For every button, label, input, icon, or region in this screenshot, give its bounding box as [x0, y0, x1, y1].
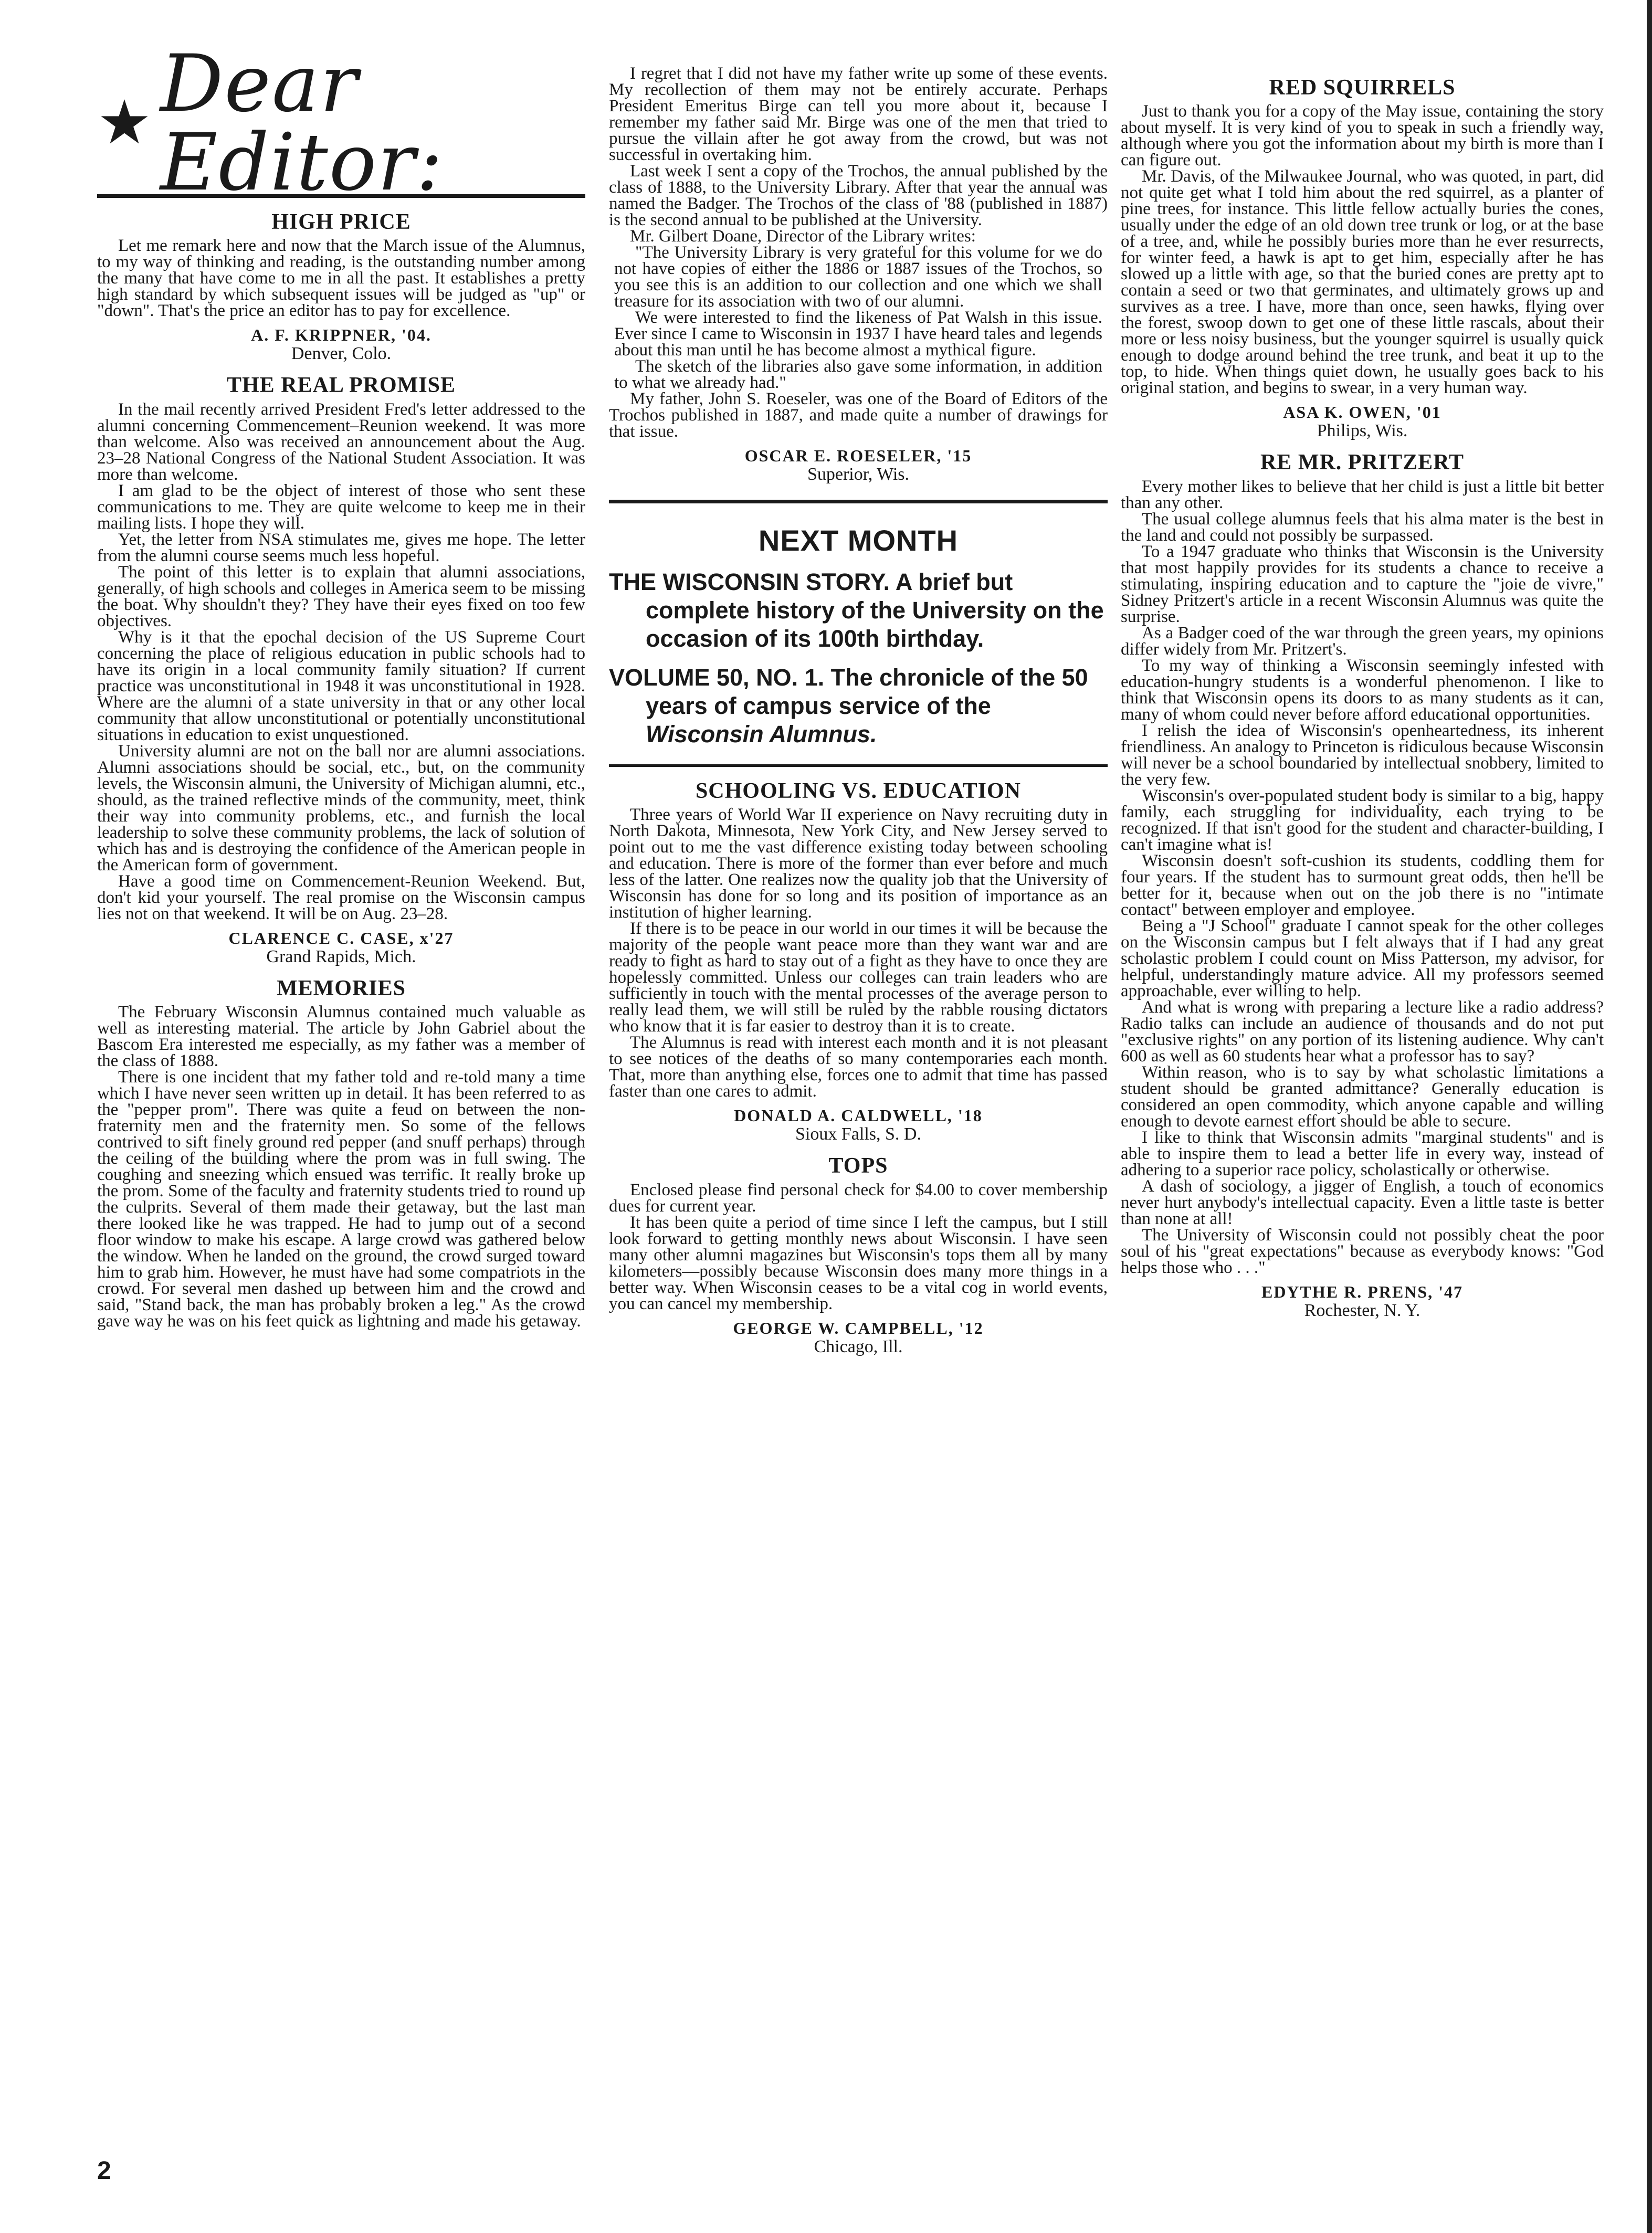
letter-paragraph: Have a good time on Commencement-Reunion Weekend. But, don't kid your yourself. The real promise on the Wisconsin campus lies not on that weekend. It will be on Aug. 23–28.	[97, 871, 585, 923]
letter-red-squirrels	[1121, 75, 1604, 440]
signature-name: A. F. KRIPPNER, '04.	[251, 325, 432, 345]
letter-paragraph: University alumni are not on the ball nor are alumni associations. Alumni associations should be social, etc., but, on the community levels, the Wisconsin almuni, the University of Michigan alumni, etc., should, as the trained reflective minds of the community, meet, think their way into community problems, etc., and furnish the local leadership to solve these community problems, the lack of solution of which has and is destroying the confidence of the American people in the American form of government.	[97, 741, 585, 875]
signature-name: GEORGE W. CAMPBELL, '12	[733, 1318, 984, 1337]
letter-paragraph: Last week I sent a copy of the Trochos, the annual published by the class of 1888, to the University Library. After that year the annual was named the Badger. The Trochos of the class of '88 (published in 1887) is the second annual to be published at the University.	[609, 162, 1108, 229]
column-left	[97, 38, 585, 1331]
signature-location: Superior, Wis.	[807, 465, 910, 484]
letter-pritzert	[1121, 450, 1604, 1320]
letter-paragraph: Enclosed please find personal check for $4.00 to cover membership dues for current year.	[609, 1180, 1108, 1216]
letter-paragraph: Wisconsin's over-populated student body is similar to a big, happy family, each struggling for individuality, each trying to be recognized. If that isn't good for the student and character-building, I can't imagine what is!	[1121, 786, 1604, 854]
letter-memories	[97, 976, 585, 1330]
letter-paragraph: Mr. Davis, of the Milwaukee Journal, who was quoted, in part, did not quite get what I told him about the red squirrel, as a planter of pine trees, for instance. This little fellow actually buries the cones, usually under the edge of an old down tree trunk or log, or at the base of a tree, and, while he possibly buries more than he ever resurrects, for winter feed, a hawk is apt to get him, especially after he has slowed up a little with age, so that the buried cones are pretty apt to contain a seed or two that germinates, and ultimately grows up and survives as a tree. I have, more than once, seen hawks, flying over the forest, swoop down to get one of these little rascals, about their more or less noisy business, but the younger squirrel is usually quick enough to dodge around behind the tree trunk, and beat it up to the top, to hide. When things quiet down, he usually goes back to his original station, and begins to swear, in a very human way.	[1121, 167, 1604, 398]
signature-block	[609, 1319, 1108, 1356]
letter-paragraph: I regret that I did not have my father write up some of these events. My recollection of them may not be entirely accurate. Perhaps President Emeritus Birge can tell you more about it, because I remember my father said Mr. Birge was one of the men that tried to pursue the villain after he got away from the crowd, but was not successful in overtaking him.	[609, 64, 1108, 164]
column-middle	[609, 66, 1108, 1358]
letter-paragraph: To a 1947 graduate who thinks that Wisconsin is the University that most happily provides for its students a chance to receive a stimulating, inspiring education and to capture the "joie de vivre," Sidney Pritzert's article in a recent Wisconsin Alumnus was quite the surprise.	[1121, 542, 1604, 626]
letter-tops	[609, 1153, 1108, 1356]
letter-quote: We were interested to find the likeness of Pat Walsh in this issue. Ever since I came to Wisconsin in 1937 I have heard tales and legends about this man until he has become almost a mythical figure.	[614, 308, 1102, 360]
letter-paragraph: I like to think that Wisconsin admits "marginal students" and is able to inspire them to lead a better life in every way, instead of adhering to a superior race policy, scholastically or otherwise.	[1121, 1128, 1604, 1179]
letter-title: SCHOOLING VS. EDUCATION	[695, 779, 1022, 803]
page-number: 2	[97, 2157, 111, 2185]
signature-block	[609, 1106, 1108, 1144]
next-month-box	[609, 515, 1108, 749]
letter-title: MEMORIES	[276, 976, 406, 1000]
page-header	[97, 38, 585, 208]
letter-paragraph: Yet, the letter from NSA stimulates me, gives me hope. The letter from the alumni course seems much less hopeful.	[97, 530, 585, 565]
letter-paragraph: It has been quite a period of time since I left the campus, but I still look forward to getting monthly news about Wisconsin. I have seen many other alumni magazines but Wisconsin's tops them all by many kilometers—possibly because Wisconsin does many more things in a better way. When Wisconsin ceases to be a vital cog in world events, you can cancel my membership.	[609, 1213, 1108, 1313]
letter-paragraph: In the mail recently arrived President Fred's letter addressed to the alumni concerning Commencement–Reunion weekend. It was more than welcome. Also was received an announcement about the Aug. 23–28 National Congress of the National Student Association. It was more than welcome.	[97, 399, 585, 484]
next-month-rule-bottom	[609, 764, 1108, 767]
letter-paragraph: To my way of thinking a Wisconsin seemingly infested with education-hungry students is a wonderful phenomenon. I like to think that Wisconsin opens its doors to as many students as it can, many of whom could never before afford educational opportunities.	[1121, 656, 1604, 724]
letter-paragraph: The University of Wisconsin could not possibly cheat the poor soul of his "great expectations" because as everybody knows: "God helps those who . . ."	[1121, 1225, 1604, 1277]
signature-location: Chicago, Ill.	[814, 1336, 903, 1356]
signature-location: Denver, Colo.	[291, 344, 392, 364]
signature-block	[97, 325, 585, 363]
next-month-item: VOLUME 50, NO. 1. The chronicle of the 50 years of campus service of the Wisconsin Alumnus.	[609, 664, 1088, 747]
letter-paragraph: If there is to be peace in our world in our times it will be because the majority of the people want peace more than they want war and are ready to fight as hard to stay out of a fight as they have to once they are hopelessly committed. Unless our colleges can train leaders who are sufficiently in touch with the mental processes of the average person to really lead them, we will still be ruled by the rabble rousing dictators who know that it is far easier to destroy than it is to create.	[609, 919, 1108, 1036]
signature-block	[609, 446, 1108, 484]
signature-location: Philips, Wis.	[1317, 421, 1408, 441]
letter-paragraph: Three years of World War II experience on Navy recruiting duty in North Dakota, Minnesota, New York City, and New Jersey served to point out to me the vast difference existing today between schooling and education. There is more of the former than ever before and much less of the latter. One realizes now the quality job that the University of Wisconsin has done for so long and its position of importance as an institution of higher learning.	[609, 805, 1108, 922]
next-month-title: NEXT MONTH	[758, 524, 959, 557]
letter-paragraph: The February Wisconsin Alumnus contained much valuable as well as interesting material. The article by John Gabriel about the Bascom Era interested me especially, as my father was a member of the class of 1888.	[97, 1002, 585, 1070]
scan-border	[1647, 0, 1652, 2233]
letter-paragraph: Let me remark here and now that the March issue of the Alumnus, to my way of thinking and reading, is the outstanding number among the many that have come to me in all the past. It establishes a pretty high standard by which subsequent issues will be judged as "up" or "down". That's the price an editor has to pay for excellence.	[97, 236, 585, 321]
letter-paragraph: Mr. Gilbert Doane, Director of the Library writes:	[630, 227, 976, 246]
signature-location: Grand Rapids, Mich.	[266, 946, 416, 966]
signature-block	[1121, 1282, 1604, 1320]
signature-name: ASA K. OWEN, '01	[1283, 403, 1441, 422]
letter-paragraph: The point of this letter is to explain that alumni associations, generally, of high schools and colleges in America seem to be missing the boat. Why shouldn't they? They have their eyes fixed on too few objectives.	[97, 562, 585, 630]
letter-paragraph: Within reason, who is to say by what scholastic limitations a student should be granted admittance? Generally education is considered an open commodity, which anyone capable and willing enough to devote earnest effort should be able to secure.	[1121, 1062, 1604, 1131]
letter-paragraph: As a Badger coed of the war through the green years, my opinions differ widely from Mr. Pritzert's.	[1121, 623, 1604, 659]
letter-paragraph: Why is it that the epochal decision of the US Supreme Court concerning the place of religious education in public schools had to have its origin in a local community family situation? If current practice was unconstitutional in 1948 it was unconstitutional in 1928. Where are the alumni of a state university in that or any other local community that allow unconstitutional or potentially unconstitutional situations in education to exist unquestioned.	[97, 627, 585, 744]
signature-name: CLARENCE C. CASE, x'27	[228, 928, 454, 947]
next-month-rule-top	[609, 500, 1108, 503]
letter-title: THE REAL PROMISE	[226, 373, 456, 398]
signature-block	[1121, 403, 1604, 440]
letter-paragraph: Just to thank you for a copy of the May issue, containing the story about myself. It is very kind of you to speak in such a friendly way, although where you got the information about my birth is more than I can figure out.	[1121, 102, 1604, 170]
letter-paragraph: Wisconsin doesn't soft-cushion its students, coddling them for four years. If the student has to surmount great odds, then he'll be better for it, because when out on the job there is no "intimate contact" between employer and employee.	[1121, 851, 1604, 919]
letter-title: TOPS	[828, 1154, 888, 1178]
letter-title: HIGH PRICE	[271, 210, 411, 234]
letter-paragraph: And what is wrong with preparing a lecture like a radio address? Radio talks can include an audience of thousands and do not put "exclusive rights" on any portion of its listening audience. Why can't 600 as well as 60 students hear what a professor has to say?	[1121, 997, 1604, 1066]
column-right	[1121, 66, 1604, 1322]
letter-paragraph: Being a "J School" graduate I cannot speak for the other colleges on the Wisconsin campus but I felt always that if I had any great scholastic problem I could count on Miss Patterson, my advisor, for helpful, understandingly mature advice. All my professors seemed approachable, ever willing to help.	[1121, 916, 1604, 1000]
letter-title: RED SQUIRRELS	[1269, 76, 1456, 100]
signature-name: DONALD A. CALDWELL, '18	[734, 1106, 983, 1125]
next-month-item: THE WISCONSIN STORY. A brief but complete history of the University on the occasion of its 100th birthday.	[609, 568, 1104, 652]
letter-paragraph: The Alumnus is read with interest each month and it is not pleasant to see notices of the deaths of so many contemporaries each month. That, more than anything else, forces one to admit that time has passed faster than one cares to admit.	[609, 1033, 1108, 1101]
letter-real-promise	[97, 373, 585, 966]
star-icon: ★	[97, 90, 152, 157]
signature-block	[97, 929, 585, 966]
letter-paragraph: My father, John S. Roeseler, was one of the Board of Editors of the Trochos published in 1887, and made quite a number of drawings for that issue.	[609, 389, 1108, 441]
signature-location: Rochester, N. Y.	[1304, 1300, 1420, 1320]
letter-paragraph: There is one incident that my father told and re-told many a time which I have never seen written up in detail. It has been referred to as the "pepper prom". There was quite a feud on between the non-fraternity men and the fraternity men. So some of the fellows contrived to sift finely ground red pepper (and snuff perhaps) through the ceiling of the building where the prom was in full swing. The coughing and sneezing which ensued was terrific. It really broke up the prom. Some of the faculty and fraternity students tried to round up the culprits. Several of them made their getaway, but the last man there looked like he was trapped. He had to jump out of a second floor window to make his escape. A large crowd was gathered below the window. When he landed on the ground, the crowd surged toward him to grab him. However, he must have had some compatriots in the crowd. For several men dashed up between him and the crowd and said, "Stand back, the man has probably broken a leg." As the crowd gave way he was on his feet quick as lightning and made his getaway.	[97, 1067, 585, 1331]
letter-title: RE MR. PRITZERT	[1260, 450, 1465, 475]
letter-paragraph: The usual college alumnus feels that his alma mater is the best in the land and could not possibly be surpassed.	[1121, 509, 1604, 545]
letter-quote: "The University Library is very grateful for this volume for we do not have copies of either the 1886 or 1887 issues of the Trochos, so you see this is an addition to our collection and one which we shall treasure for its association with two of our alumni.	[614, 243, 1102, 311]
signature-name: OSCAR E. ROESELER, '15	[744, 446, 972, 465]
page-title: Dear Editor:	[160, 38, 444, 208]
signature-location: Sioux Falls, S. D.	[795, 1124, 921, 1144]
letter-high-price	[97, 209, 585, 363]
letter-paragraph: I relish the idea of Wisconsin's openheartedness, its inherent friendliness. An analogy to Princeton is ridiculous because Wisconsin will never be a school boundaried by intellectual snobbery, limited to the very few.	[1121, 721, 1604, 789]
letter-paragraph: I am glad to be the object of interest of those who sent these communications to me. They are quite welcome to keep me in their mailing lists. I hope they will.	[97, 481, 585, 533]
letter-memories-continued	[609, 66, 1108, 484]
letter-quote: The sketch of the libraries also gave some information, in addition to what we already had."	[614, 357, 1102, 392]
letter-paragraph: A dash of sociology, a jigger of English, a touch of economics never hurt anybody's intellectual capacity. Even a little taste is better than none at all!	[1121, 1176, 1604, 1228]
letter-schooling	[609, 778, 1108, 1144]
signature-name: EDYTHE R. PRENS, '47	[1261, 1282, 1464, 1301]
letter-paragraph: Every mother likes to believe that her child is just a little bit better than any other.	[1121, 477, 1604, 512]
